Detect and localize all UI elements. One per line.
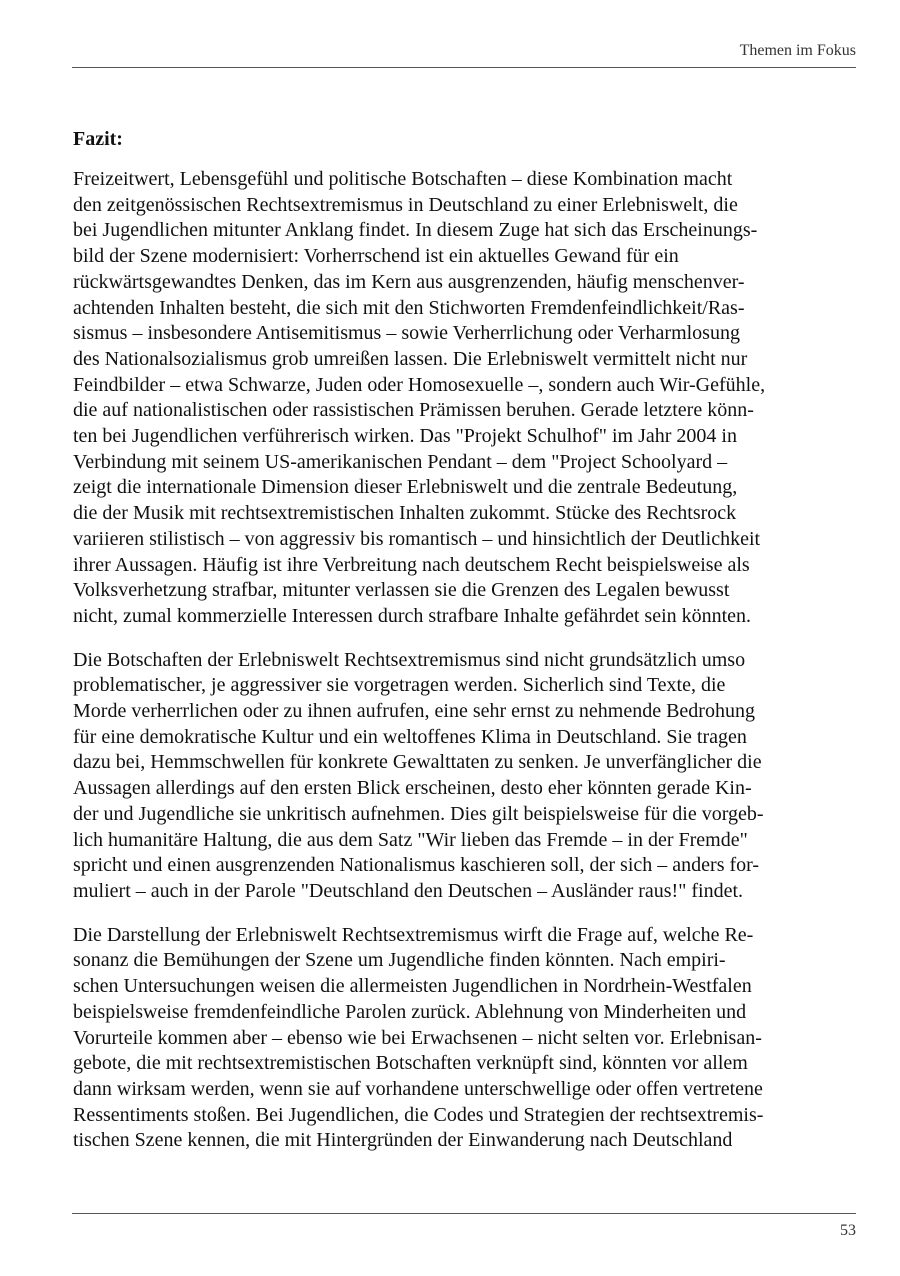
text-line: für eine demokratische Kultur und ein weltoffenes Klima in Deutschland. Sie tragen <box>73 725 747 748</box>
text-line: rückwärtsgewandtes Denken, das im Kern aus ausgrenzenden, häufig menschenver- <box>73 270 745 293</box>
page-body <box>73 125 808 1172</box>
text-line: muliert – auch in der Parole "Deutschland den Deutschen – Ausländer raus!" findet. <box>73 879 744 902</box>
text-line: achtenden Inhalten besteht, die sich mit den Stichworten Fremdenfeindlichkeit/Ras- <box>73 296 745 319</box>
text-line: bei Jugendlichen mitunter Anklang findet. In diesem Zuge hat sich das Erscheinungs- <box>73 219 758 242</box>
header-rule <box>72 67 856 68</box>
text-line: dann wirksam werden, wenn sie auf vorhandene unterschwellige oder offen vertretene <box>73 1077 763 1100</box>
page-number: 53 <box>840 1222 856 1239</box>
paragraph <box>73 923 808 1154</box>
text-line: den zeitgenössischen Rechtsextremismus in Deutschland zu einer Erlebniswelt, die <box>73 193 738 216</box>
text-line: Die Darstellung der Erlebniswelt Rechtsextremismus wirft die Frage auf, welche Re- <box>73 923 754 946</box>
text-line: die auf nationalistischen oder rassistischen Prämissen beruhen. Gerade letztere könn- <box>73 399 754 422</box>
text-line: des Nationalsozialismus grob umreißen lassen. Die Erlebniswelt vermittelt nicht nur <box>73 347 748 370</box>
text-line: Freizeitwert, Lebensgefühl und politische Botschaften – diese Kombination macht <box>73 168 733 190</box>
text-line: ten bei Jugendlichen verführerisch wirken. Das "Projekt Schulhof" im Jahr 2004 in <box>73 425 737 448</box>
text-line: ihrer Aussagen. Häufig ist ihre Verbreitung nach deutschem Recht beispielsweise als <box>73 553 750 576</box>
text-line: Volksverhetzung strafbar, mitunter verlassen sie die Grenzen des Legalen bewusst <box>73 579 730 602</box>
text-line: problematischer, je aggressiver sie vorgetragen werden. Sicherlich sind Texte, die <box>73 674 726 697</box>
text-line: Die Botschaften der Erlebniswelt Rechtsextremismus sind nicht grundsätzlich umso <box>73 648 746 671</box>
text-line: die der Musik mit rechtsextremistischen Inhalten zukommt. Stücke des Rechtsrock <box>73 502 737 525</box>
text-line: variieren stilistisch – von aggressiv bis romantisch – und hinsichtlich der Deutlichkeit <box>73 527 761 550</box>
text-line: gebote, die mit rechtsextremistischen Botschaften verknüpft sind, könnten vor allem <box>73 1052 748 1075</box>
running-head: Themen im Fokus <box>739 42 856 59</box>
text-line: spricht und einen ausgrenzenden Nationalismus kaschieren soll, der sich – anders for- <box>73 854 760 877</box>
text-line: bild der Szene modernisiert: Vorherrschend ist ein aktuelles Gewand für ein <box>73 245 679 268</box>
text-line: schen Untersuchungen weisen die allermeisten Jugendlichen in Nordrhein-Westfalen <box>73 975 752 998</box>
text-line: Ressentiments stoßen. Bei Jugendlichen, die Codes und Strategien der rechtsextremis- <box>73 1103 764 1126</box>
paragraphs <box>73 167 808 1154</box>
text-line: Feindbilder – etwa Schwarze, Juden oder Homosexuelle –, sondern auch Wir-Gefühle, <box>73 373 766 396</box>
text-line: tischen Szene kennen, die mit Hintergründen der Einwanderung nach Deutschland <box>73 1129 733 1152</box>
text-line: beispielsweise fremdenfeindliche Parolen zurück. Ablehnung von Minderheiten und <box>73 1000 747 1023</box>
text-line: Verbindung mit seinem US-amerikanischen Pendant – dem "Project Schoolyard – <box>73 450 728 473</box>
text-line: lich humanitäre Haltung, die aus dem Satz "Wir lieben das Fremde – in der Fremde" <box>73 828 748 851</box>
text-line: Vorurteile kommen aber – ebenso wie bei Erwachsenen – nicht selten vor. Erlebnisan- <box>73 1026 762 1049</box>
text-line: Morde verherrlichen oder zu ihnen aufrufen, eine sehr ernst zu nehmende Bedrohung <box>73 700 755 723</box>
text-line: sismus – insbesondere Antisemitismus – sowie Verherrlichung oder Verharmlosung <box>73 322 740 345</box>
footer-rule <box>72 1213 856 1214</box>
paragraph <box>73 648 808 905</box>
text-line: Aussagen allerdings auf den ersten Blick erscheinen, desto eher könnten gerade Kin- <box>73 777 752 800</box>
text-line: dazu bei, Hemmschwellen für konkrete Gewalttaten zu senken. Je unverfänglicher die <box>73 751 762 774</box>
paragraph <box>73 167 808 630</box>
text-line: nicht, zumal kommerzielle Interessen durch strafbare Inhalte gefährdet sein könnten. <box>73 604 752 627</box>
text-line: der und Jugendliche sie unkritisch aufnehmen. Dies gilt beispielsweise für die vorgeb- <box>73 802 764 825</box>
section-heading: Fazit: <box>73 128 123 150</box>
text-line: zeigt die internationale Dimension dieser Erlebniswelt und die zentrale Bedeutung, <box>73 476 738 499</box>
text-line: sonanz die Bemühungen der Szene um Jugendliche finden könnten. Nach empiri- <box>73 949 726 972</box>
